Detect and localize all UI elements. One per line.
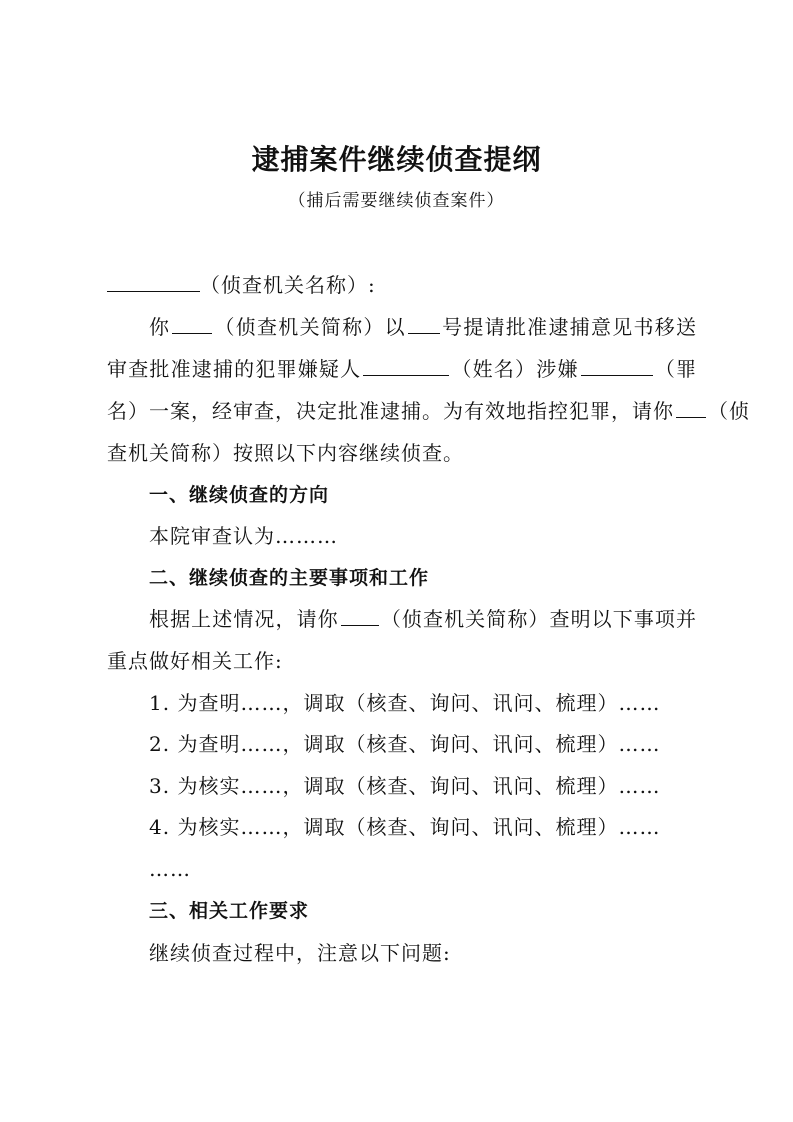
- crime-name-blank[interactable]: [581, 355, 653, 376]
- section1-heading: 一、继续侦查的方向: [149, 484, 330, 506]
- text-segment: （侦: [708, 399, 750, 423]
- section2-heading: 二、继续侦查的主要事项和工作: [149, 567, 430, 589]
- text-segment: 你: [149, 315, 171, 339]
- section2-intro-line1: [149, 604, 697, 634]
- agency-abbr-blank[interactable]: [172, 313, 212, 334]
- para1-line2: [107, 354, 697, 384]
- text-segment: （侦查机关简称）以: [214, 315, 406, 339]
- doc-number-blank[interactable]: [408, 313, 440, 334]
- text-segment: （姓名）涉嫌: [451, 357, 579, 381]
- section3-text: 继续侦查过程中，注意以下问题:: [149, 941, 451, 965]
- para1-line1: [149, 312, 697, 342]
- agency-abbr-blank[interactable]: [341, 605, 379, 626]
- text-segment: （侦查机关简称）查明以下事项并: [380, 607, 697, 631]
- list-item: 1. 为查明……，调取（核查、询问、讯问、梳理）……: [149, 691, 661, 715]
- text-segment: 审查批准逮捕的犯罪嫌疑人: [107, 357, 362, 381]
- section2-intro-line2: 重点做好相关工作:: [107, 649, 283, 673]
- addressee-line: [107, 270, 697, 300]
- text-segment: 名）一案，经审查，决定批准逮捕。为有效地指控犯罪，请你: [107, 399, 674, 423]
- text-segment: 号提请批准逮捕意见书移送: [441, 315, 698, 339]
- document-subtitle: （捕后需要继续侦查案件）: [288, 191, 505, 211]
- para1-line4: 查机关简称）按照以下内容继续侦查。: [107, 441, 464, 465]
- text-segment: 根据上述情况，请你: [149, 607, 339, 631]
- agency-name-blank[interactable]: [107, 271, 200, 292]
- list-item: 4. 为核实……，调取（核查、询问、讯问、梳理）……: [149, 815, 661, 839]
- suspect-name-blank[interactable]: [363, 355, 449, 376]
- agency-abbr-blank[interactable]: [676, 397, 706, 418]
- addressee-suffix: （侦查机关名称）:: [200, 273, 376, 297]
- text-segment: （罪: [654, 357, 698, 381]
- para1-line3: [107, 396, 750, 426]
- section3-heading: 三、相关工作要求: [149, 900, 310, 922]
- section1-text: 本院审查认为………: [149, 524, 338, 548]
- list-item: 2. 为查明……，调取（核查、询问、讯问、梳理）……: [149, 732, 661, 756]
- list-ellipsis: ……: [149, 857, 191, 881]
- document-title: 逮捕案件继续侦查提纲: [251, 143, 542, 176]
- list-item: 3. 为核实……，调取（核查、询问、讯问、梳理）……: [149, 774, 661, 798]
